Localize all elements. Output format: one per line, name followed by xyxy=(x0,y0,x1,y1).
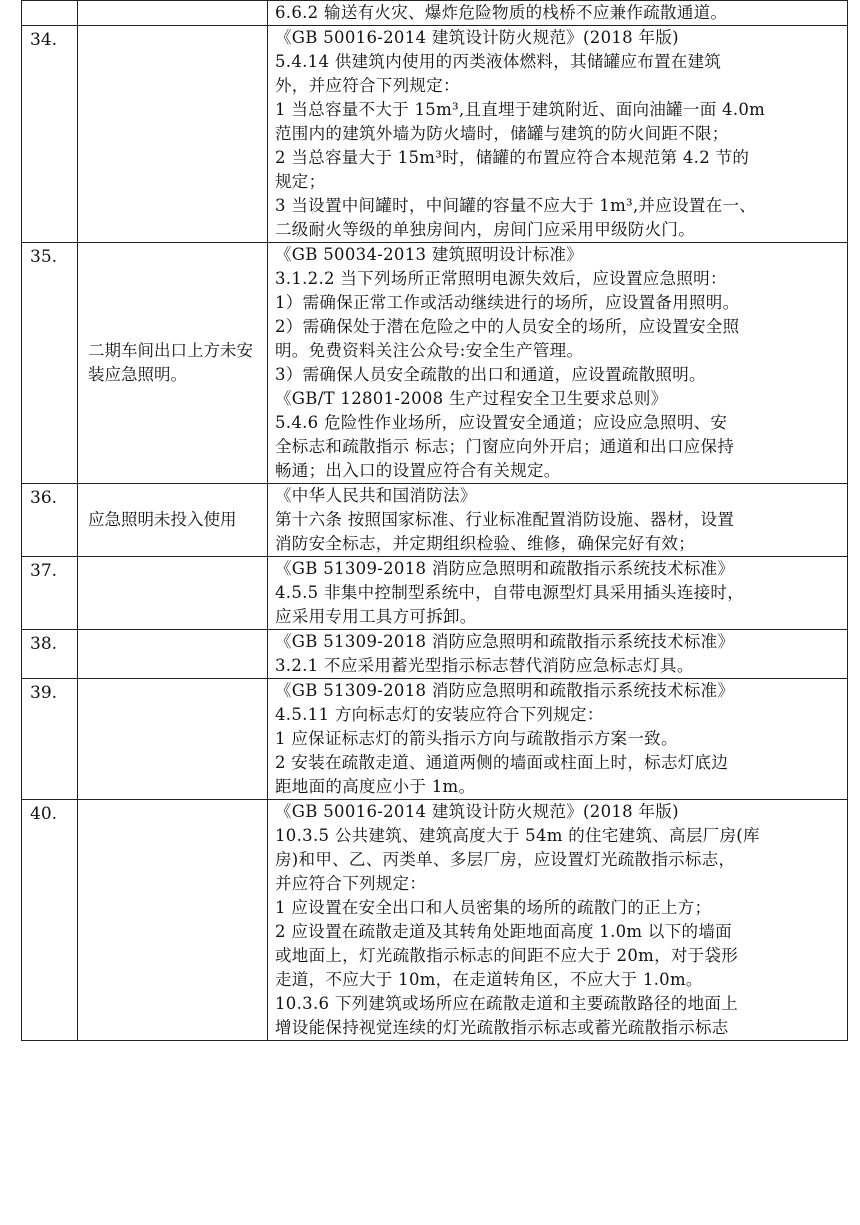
basis-line: 距地面的高度应小于 1m。 xyxy=(275,777,476,796)
row-number: 39. xyxy=(22,679,78,800)
basis-line: 1 当总容量不大于 15m³,且直埋于建筑附近、面向油罐一面 4.0m xyxy=(275,100,766,119)
basis-line: 2）需确保处于潜在危险之中的人员安全的场所，应设置安全照 xyxy=(275,317,740,336)
basis-line: 3）需确保人员安全疏散的出口和通道，应设置疏散照明。 xyxy=(275,365,706,384)
issue-cell xyxy=(78,630,268,679)
basis-line: 3.2.1 不应采用蓄光型指示标志替代消防应急标志灯具。 xyxy=(275,656,694,675)
basis-line: 全标志和疏散指示 标志；门窗应向外开启；通道和出口应保持 xyxy=(275,437,735,456)
issue-cell xyxy=(78,484,268,557)
basis-line: 外，并应符合下列规定： xyxy=(275,76,460,95)
basis-line: 《GB 50016-2014 建筑设计防火规范》(2018 年版) xyxy=(275,802,679,821)
regulation-table xyxy=(21,0,848,1041)
basis-cell xyxy=(268,243,848,484)
basis-line: 《中华人民共和国消防法》 xyxy=(275,486,477,505)
basis-cell xyxy=(268,630,848,679)
issue-cell xyxy=(78,557,268,630)
issue-cell xyxy=(78,243,268,484)
basis-line: 10.3.5 公共建筑、建筑高度大于 54m 的住宅建筑、高层厂房(库 xyxy=(275,826,760,845)
row-number: 34. xyxy=(22,26,78,243)
basis-line: 明。免费资料关注公众号:安全生产管理。 xyxy=(275,341,584,360)
basis-line: 房)和甲、乙、丙类单、多层厂房，应设置灯光疏散指示标志， xyxy=(275,850,736,869)
table-row xyxy=(22,243,848,484)
row-number: 40. xyxy=(22,800,78,1041)
row-number: 35. xyxy=(22,243,78,484)
basis-line: 第十六条 按照国家标准、行业标准配置消防设施、器材，设置 xyxy=(275,510,735,529)
issue-text: 应急照明未投入使用 xyxy=(88,510,237,529)
basis-line: 3.1.2.2 当下列场所正常照明电源失效后，应设置应急照明： xyxy=(275,269,727,288)
basis-line: 1 应保证标志灯的箭头指示方向与疏散指示方案一致。 xyxy=(275,729,678,748)
basis-line: 规定； xyxy=(275,172,326,191)
basis-line: 走道，不应大于 10m，在走道转角区，不应大于 1.0m。 xyxy=(275,970,703,989)
basis-cell xyxy=(268,26,848,243)
issue-text: 二期车间出口上方未安装应急照明。 xyxy=(88,341,253,384)
issue-cell xyxy=(78,1,268,26)
row-number: 36. xyxy=(22,484,78,557)
basis-line: 2 安装在疏散走道、通道两侧的墙面或柱面上时，标志灯底边 xyxy=(275,753,729,772)
basis-line: 《GB 50016-2014 建筑设计防火规范》(2018 年版) xyxy=(275,28,679,47)
basis-line: 《GB 51309-2018 消防应急照明和疏散指示系统技术标准》 xyxy=(275,559,735,578)
basis-line: 或地面上，灯光疏散指示标志的间距不应大于 20m，对于袋形 xyxy=(275,946,739,965)
basis-line: 《GB/T 12801-2008 生产过程安全卫生要求总则》 xyxy=(275,389,668,408)
basis-line: 二级耐火等级的单独房间内，房间门应采用甲级防火门。 xyxy=(275,220,695,239)
row-number: 38. xyxy=(22,630,78,679)
basis-line: 畅通；出入口的设置应符合有关规定。 xyxy=(275,461,561,480)
basis-line: 范围内的建筑外墙为防火墙时，储罐与建筑的防火间距不限； xyxy=(275,124,729,143)
basis-line: 1 应设置在安全出口和人员密集的场所的疏散门的正上方； xyxy=(275,898,712,917)
basis-line: 《GB 51309-2018 消防应急照明和疏散指示系统技术标准》 xyxy=(275,681,735,700)
table-row xyxy=(22,679,848,800)
basis-line: 10.3.6 下列建筑或场所应在疏散走道和主要疏散路径的地面上 xyxy=(275,994,739,1013)
row-number: 37. xyxy=(22,557,78,630)
basis-cell xyxy=(268,557,848,630)
basis-line: 1）需确保正常工作或活动继续进行的场所，应设置备用照明。 xyxy=(275,293,740,312)
issue-cell xyxy=(78,800,268,1041)
row-number xyxy=(22,1,78,26)
table-body xyxy=(22,1,848,1041)
issue-cell xyxy=(78,26,268,243)
basis-line: 《GB 50034-2013 建筑照明设计标准》 xyxy=(275,245,584,264)
basis-cell xyxy=(268,484,848,557)
table-row xyxy=(22,800,848,1041)
basis-line: 2 当总容量大于 15m³时，储罐的布置应符合本规范第 4.2 节的 xyxy=(275,148,750,167)
basis-line: 5.4.14 供建筑内使用的丙类液体燃料，其储罐应布置在建筑 xyxy=(275,52,722,71)
basis-line: 增设能保持视觉连续的灯光疏散指示标志或蓄光疏散指示标志 xyxy=(275,1018,729,1037)
basis-line: 并应符合下列规定： xyxy=(275,874,427,893)
basis-line: 2 应设置在疏散走道及其转角处距地面高度 1.0m 以下的墙面 xyxy=(275,922,732,941)
basis-line: 消防安全标志，并定期组织检验、维修，确保完好有效； xyxy=(275,534,695,553)
issue-cell xyxy=(78,679,268,800)
basis-line: 5.4.6 危险性作业场所，应设置安全通道；应设应急照明、安 xyxy=(275,413,728,432)
basis-cell xyxy=(268,679,848,800)
basis-line: 6.6.2 输送有火灾、爆炸危险物质的栈桥不应兼作疏散通道。 xyxy=(275,3,728,22)
basis-cell xyxy=(268,1,848,26)
basis-line: 3 当设置中间罐时，中间罐的容量不应大于 1m³,并应设置在一、 xyxy=(275,196,757,215)
basis-line: 《GB 51309-2018 消防应急照明和疏散指示系统技术标准》 xyxy=(275,632,735,651)
table-row xyxy=(22,630,848,679)
basis-line: 应采用专用工具方可拆卸。 xyxy=(275,607,477,626)
basis-line: 4.5.5 非集中控制型系统中，自带电源型灯具采用插头连接时， xyxy=(275,583,745,602)
table-row xyxy=(22,1,848,26)
table-row xyxy=(22,26,848,243)
basis-line: 4.5.11 方向标志灯的安装应符合下列规定： xyxy=(275,705,604,724)
basis-cell xyxy=(268,800,848,1041)
table-row xyxy=(22,484,848,557)
table-row xyxy=(22,557,848,630)
